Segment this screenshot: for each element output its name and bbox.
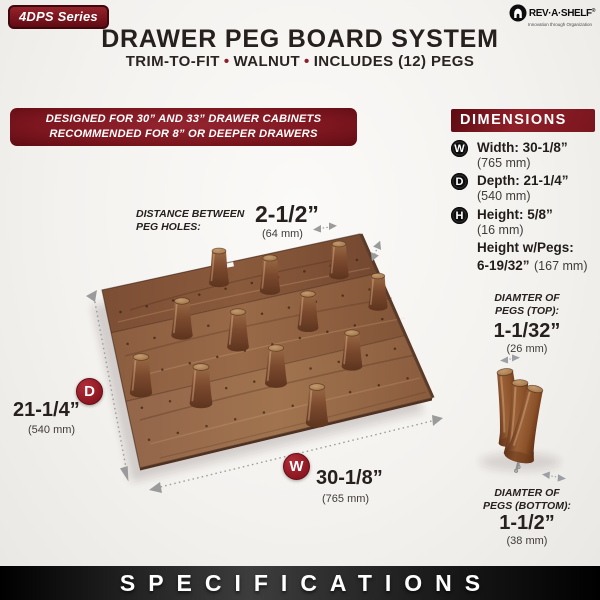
designed-for-banner: DESIGNED FOR 30” AND 33” DRAWER CABINETS RECOMMENDED FOR 8” OR DEEPER DRAWERS [10, 108, 357, 146]
bullet-separator: • [304, 53, 310, 70]
distance-between-peg-holes-label: DISTANCE BETWEEN PEG HOLES: [136, 208, 245, 233]
depth-metric: (540 mm) [28, 424, 76, 436]
width-dim-metric: (765 mm) [477, 156, 531, 170]
height-dim-label: Height: 5/8” [477, 207, 553, 222]
loose-pegs [480, 367, 560, 476]
peg-top-diameter-value: 1-1/32” [493, 320, 561, 342]
depth-dim-icon: D [451, 173, 468, 190]
dimensions-heading: DIMENSIONS [451, 109, 595, 132]
height-with-pegs-value: 6-19/32” (167 mm) [477, 258, 588, 273]
width-dim-icon: W [451, 140, 468, 157]
depth-value: 21-1/4” [13, 399, 80, 421]
width-metric: (765 mm) [322, 493, 370, 505]
depth-dim-metric: (540 mm) [477, 189, 531, 203]
page-title: DRAWER PEG BOARD SYSTEM [101, 25, 499, 53]
peg-bottom-diameter-value: 1-1/2” [499, 512, 555, 534]
depth-badge: D [76, 378, 103, 405]
distance-metric: (64 mm) [262, 228, 303, 240]
peg-top-diameter-label: DIAMTER OF PEGS (TOP): [494, 292, 560, 317]
width-dim-label: Width: 30-1/8” [477, 140, 568, 155]
peg-bottom-diameter-metric: (38 mm) [506, 535, 548, 547]
series-badge: 4DPS Series [8, 5, 109, 29]
height-with-pegs-label: Height w/Pegs: [477, 240, 574, 255]
specifications-bar: SPECIFICATIONS [0, 566, 600, 600]
rev-a-shelf-logo-icon [509, 4, 527, 22]
width-value: 30-1/8” [316, 467, 383, 489]
peg-bottom-diameter-label: DIAMTER OF PEGS (BOTTOM): [483, 487, 571, 512]
brand-name: REV·A·SHELF® [528, 7, 595, 19]
peg-top-diameter-metric: (26 mm) [506, 343, 548, 355]
page-subtitle: TRIM-TO-FIT • WALNUT • INCLUDES (12) PEGS [125, 53, 475, 70]
brand-tagline: Innovation through Organization [527, 22, 592, 27]
height-dim-icon: H [451, 207, 468, 224]
distance-value: 2-1/2” [255, 201, 319, 227]
depth-dim-label: Depth: 21-1/4” [477, 173, 569, 188]
brand-logo [499, 4, 595, 27]
bullet-separator: • [223, 53, 230, 70]
width-badge: W [283, 453, 310, 480]
height-dim-metric: (16 mm) [477, 223, 524, 237]
